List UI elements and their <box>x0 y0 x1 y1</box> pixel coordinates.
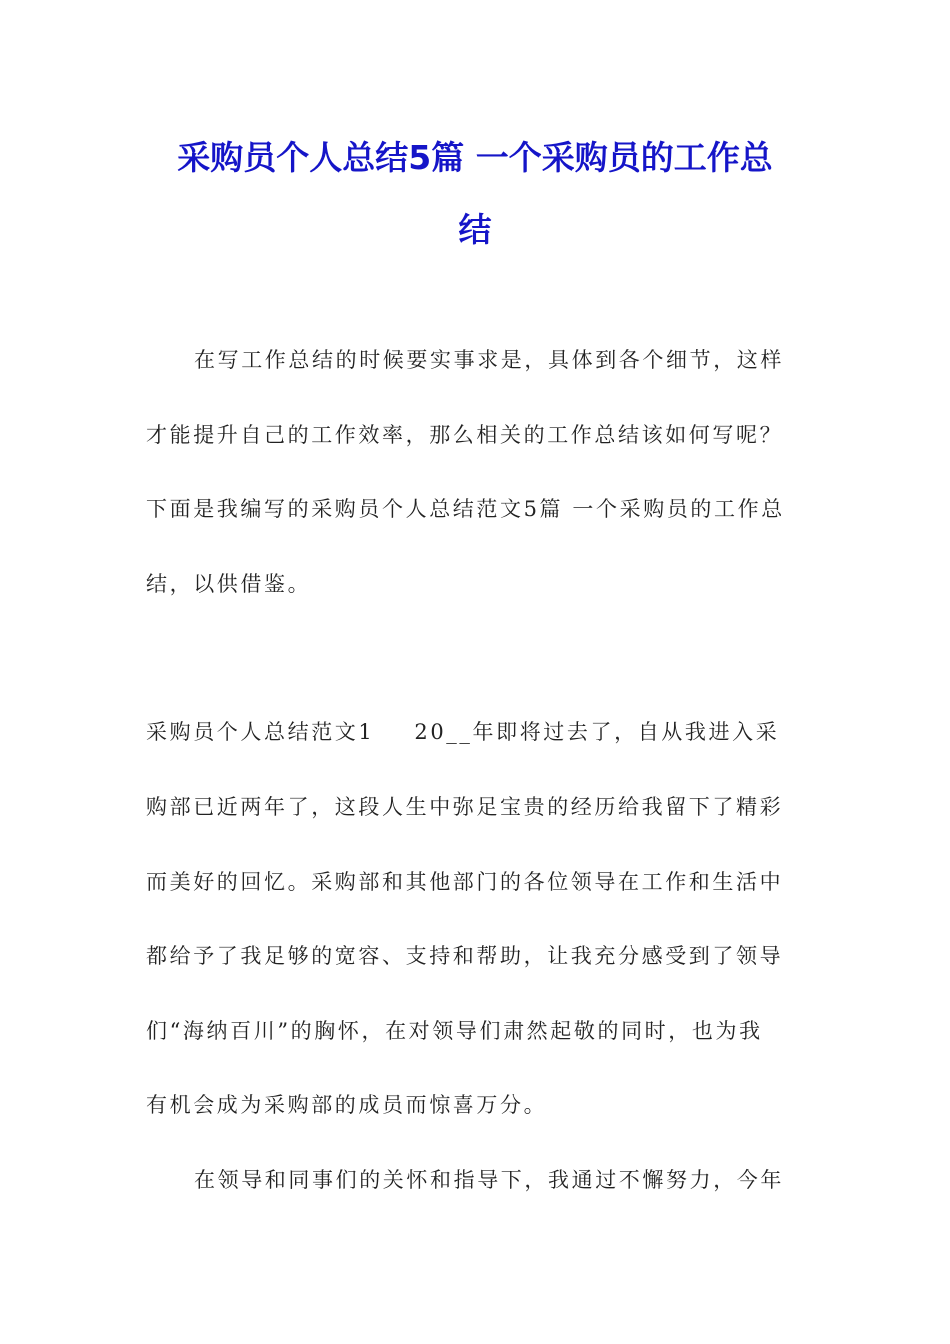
intro-line-4: 结，以供借鉴。 <box>146 572 312 596</box>
intro-line-3: 下面是我编写的采购员个人总结范文5篇 一个采购员的工作总 <box>146 497 785 521</box>
section1-para2-line-1: 在领导和同事们的关怀和指导下，我通过不懈努力，今年 <box>194 1168 784 1192</box>
intro-line-1: 在写工作总结的时候要实事求是，具体到各个细节，这样 <box>194 348 784 372</box>
section1-line-5: 们“海纳百川”的胸怀，在对领导们肃然起敬的同时，也为我 <box>146 1019 763 1043</box>
section1-first-line-text: 20__年即将过去了，自从我进入采 <box>414 720 780 744</box>
section1-line-4: 都给予了我足够的宽容、支持和帮助，让我充分感受到了领导 <box>146 944 784 968</box>
section1-line-6: 有机会成为采购部的成员而惊喜万分。 <box>146 1093 548 1117</box>
section1-line-3: 而美好的回忆。采购部和其他部门的各位领导在工作和生活中 <box>146 870 784 894</box>
document-title-line-1: 采购员个人总结5篇 一个采购员的工作总 <box>177 138 773 177</box>
document-title-line-2: 结 <box>458 210 492 249</box>
intro-line-2: 才能提升自己的工作效率，那么相关的工作总结该如何写呢？ <box>146 423 784 447</box>
section1-heading: 采购员个人总结范文1 <box>146 720 375 744</box>
section1-first-line <box>146 717 806 747</box>
section1-line-2: 购部已近两年了，这段人生中弥足宝贵的经历给我留下了精彩 <box>146 795 784 819</box>
